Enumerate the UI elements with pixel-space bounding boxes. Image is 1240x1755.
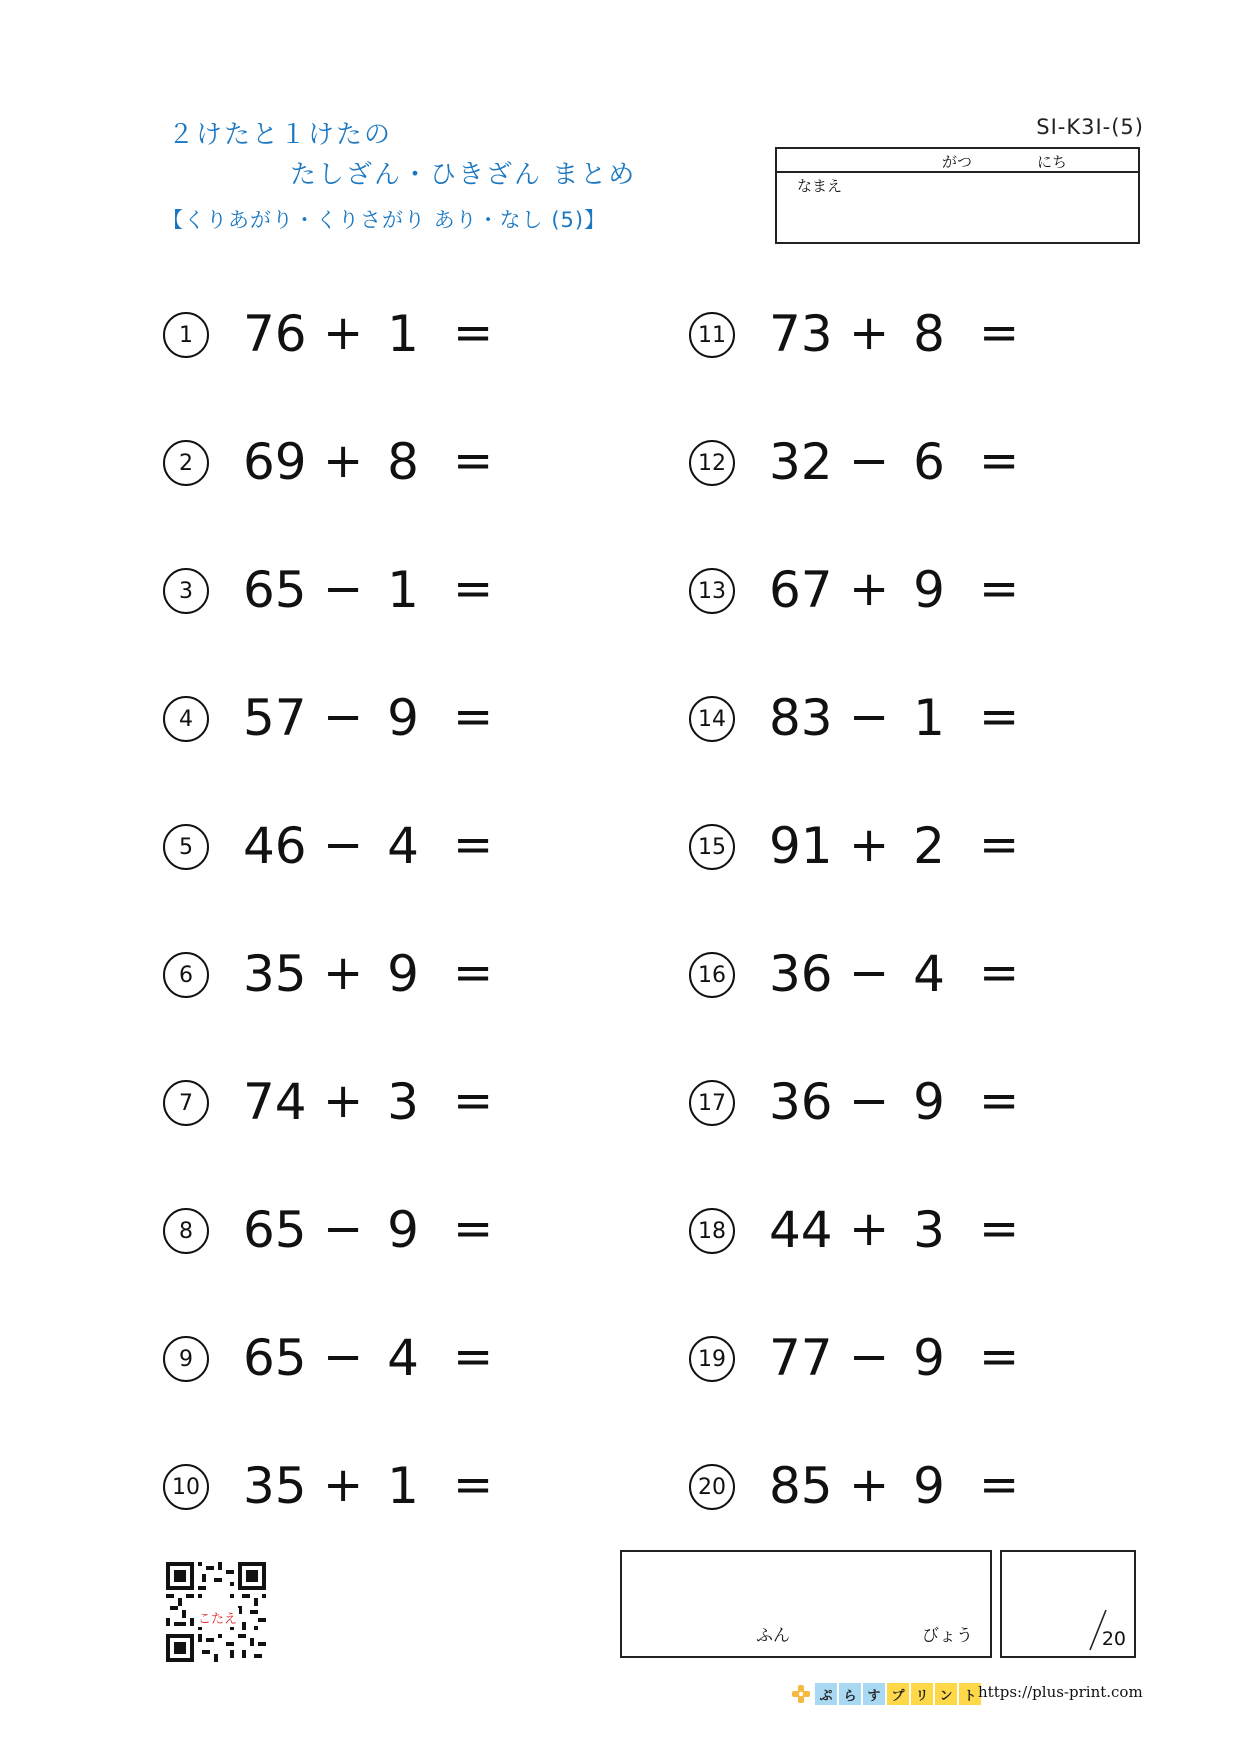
brand-tile: ン — [935, 1683, 957, 1705]
equals-sign: = — [979, 1329, 1020, 1385]
equals-sign: = — [453, 945, 494, 1001]
operator: − — [323, 561, 364, 617]
problem-1 — [163, 305, 563, 365]
operator: + — [323, 433, 364, 489]
problem-number: 1 — [163, 312, 209, 358]
operand-b: 4 — [387, 1329, 419, 1387]
equals-sign: = — [453, 1201, 494, 1257]
brand-tiles — [815, 1683, 981, 1705]
operand-a: 65 — [243, 561, 307, 619]
operator: + — [849, 1201, 890, 1257]
problem-11 — [689, 305, 1089, 365]
problem-4 — [163, 689, 563, 749]
brand-tile: プ — [887, 1683, 909, 1705]
problem-17 — [689, 1073, 1089, 1133]
operand-a: 57 — [243, 689, 307, 747]
problem-number: 6 — [163, 952, 209, 998]
operand-a: 65 — [243, 1329, 307, 1387]
brand-tile: リ — [911, 1683, 933, 1705]
problem-16 — [689, 945, 1089, 1005]
operator: − — [323, 817, 364, 873]
equals-sign: = — [979, 305, 1020, 361]
worksheet-code: SI-K3I-(5) — [1036, 115, 1144, 139]
operand-a: 77 — [769, 1329, 833, 1387]
problem-number: 18 — [689, 1208, 735, 1254]
problem-14 — [689, 689, 1089, 749]
equals-sign: = — [979, 817, 1020, 873]
name-date-box[interactable] — [775, 147, 1140, 244]
equals-sign: = — [453, 561, 494, 617]
problem-20 — [689, 1457, 1089, 1517]
problem-5 — [163, 817, 563, 877]
operand-a: 35 — [243, 945, 307, 1003]
problem-2 — [163, 433, 563, 493]
problem-6 — [163, 945, 563, 1005]
brand-tile: す — [863, 1683, 885, 1705]
operator: − — [849, 1073, 890, 1129]
operand-b: 9 — [913, 561, 945, 619]
operator: + — [849, 1457, 890, 1513]
minutes-label: ふん — [756, 1626, 790, 1646]
operand-a: 73 — [769, 305, 833, 363]
equals-sign: = — [453, 1329, 494, 1385]
operand-a: 36 — [769, 945, 833, 1003]
subtitle: 【くりあがり・くりさがり あり・なし (5)】 — [162, 208, 607, 232]
problem-18 — [689, 1201, 1089, 1261]
operator: − — [323, 1201, 364, 1257]
problem-number: 13 — [689, 568, 735, 614]
problem-number: 19 — [689, 1336, 735, 1382]
operand-b: 8 — [387, 433, 419, 491]
problem-19 — [689, 1329, 1089, 1389]
operator: + — [323, 1457, 364, 1513]
plus-icon — [790, 1683, 812, 1705]
equals-sign: = — [453, 689, 494, 745]
operand-b: 1 — [387, 305, 419, 363]
operator: − — [323, 689, 364, 745]
brand-tile: ト — [959, 1683, 981, 1705]
operand-b: 3 — [387, 1073, 419, 1131]
operand-b: 9 — [387, 689, 419, 747]
title-line1: ２けたと１けたの — [168, 120, 393, 150]
problem-number: 15 — [689, 824, 735, 870]
brand-tile: ぷ — [815, 1683, 837, 1705]
equals-sign: = — [979, 1073, 1020, 1129]
operand-a: 35 — [243, 1457, 307, 1515]
operator: + — [849, 817, 890, 873]
problem-8 — [163, 1201, 563, 1261]
operand-b: 6 — [913, 433, 945, 491]
operator: − — [849, 433, 890, 489]
score-box[interactable] — [1000, 1550, 1136, 1658]
score-total: 20 — [1101, 1628, 1126, 1650]
equals-sign: = — [453, 305, 494, 361]
problem-number: 17 — [689, 1080, 735, 1126]
name-label: なまえ — [797, 177, 843, 195]
equals-sign: = — [979, 689, 1020, 745]
operator: − — [849, 945, 890, 1001]
problem-number: 8 — [163, 1208, 209, 1254]
operand-b: 8 — [913, 305, 945, 363]
day-label: にち — [1037, 153, 1068, 171]
operand-a: 76 — [243, 305, 307, 363]
problem-10 — [163, 1457, 563, 1517]
operand-b: 1 — [387, 561, 419, 619]
operator: − — [849, 689, 890, 745]
problem-number: 10 — [163, 1464, 209, 1510]
operand-a: 36 — [769, 1073, 833, 1131]
problem-9 — [163, 1329, 563, 1389]
brand-logo — [790, 1683, 981, 1705]
operator: − — [323, 1329, 364, 1385]
equals-sign: = — [979, 1201, 1020, 1257]
problem-15 — [689, 817, 1089, 877]
problem-7 — [163, 1073, 563, 1133]
operand-a: 32 — [769, 433, 833, 491]
operand-a: 91 — [769, 817, 833, 875]
operand-b: 9 — [387, 1201, 419, 1259]
site-url[interactable]: https://plus-print.com — [978, 1683, 1143, 1701]
operand-a: 67 — [769, 561, 833, 619]
month-label: がつ — [942, 153, 973, 171]
operand-a: 65 — [243, 1201, 307, 1259]
title-line2: たしざん・ひきざん まとめ — [290, 160, 637, 190]
equals-sign: = — [453, 817, 494, 873]
problem-number: 5 — [163, 824, 209, 870]
answer-qr-label: こたえ — [196, 1608, 239, 1627]
problem-number: 12 — [689, 440, 735, 486]
problem-number: 14 — [689, 696, 735, 742]
operand-b: 9 — [913, 1457, 945, 1515]
operator: + — [849, 561, 890, 617]
problem-number: 16 — [689, 952, 735, 998]
problem-number: 3 — [163, 568, 209, 614]
operand-b: 4 — [913, 945, 945, 1003]
seconds-label: びょう — [922, 1626, 973, 1646]
equals-sign: = — [979, 1457, 1020, 1513]
problem-number: 4 — [163, 696, 209, 742]
problem-number: 2 — [163, 440, 209, 486]
operand-b: 9 — [387, 945, 419, 1003]
operand-b: 9 — [913, 1329, 945, 1387]
equals-sign: = — [979, 561, 1020, 617]
problem-13 — [689, 561, 1089, 621]
equals-sign: = — [979, 945, 1020, 1001]
problem-12 — [689, 433, 1089, 493]
operand-b: 4 — [387, 817, 419, 875]
problem-number: 7 — [163, 1080, 209, 1126]
operator: − — [849, 1329, 890, 1385]
operand-b: 3 — [913, 1201, 945, 1259]
operand-a: 83 — [769, 689, 833, 747]
operator: + — [323, 305, 364, 361]
problem-number: 9 — [163, 1336, 209, 1382]
problem-3 — [163, 561, 563, 621]
operand-b: 2 — [913, 817, 945, 875]
operand-b: 9 — [913, 1073, 945, 1131]
time-box[interactable] — [620, 1550, 992, 1658]
operator: + — [323, 945, 364, 1001]
operator: + — [849, 305, 890, 361]
problem-number: 20 — [689, 1464, 735, 1510]
equals-sign: = — [979, 433, 1020, 489]
operator: + — [323, 1073, 364, 1129]
equals-sign: = — [453, 1457, 494, 1513]
operand-b: 1 — [387, 1457, 419, 1515]
operand-a: 44 — [769, 1201, 833, 1259]
operand-a: 74 — [243, 1073, 307, 1131]
operand-a: 69 — [243, 433, 307, 491]
operand-a: 46 — [243, 817, 307, 875]
problem-number: 11 — [689, 312, 735, 358]
operand-a: 85 — [769, 1457, 833, 1515]
operand-b: 1 — [913, 689, 945, 747]
brand-tile: ら — [839, 1683, 861, 1705]
equals-sign: = — [453, 1073, 494, 1129]
equals-sign: = — [453, 433, 494, 489]
